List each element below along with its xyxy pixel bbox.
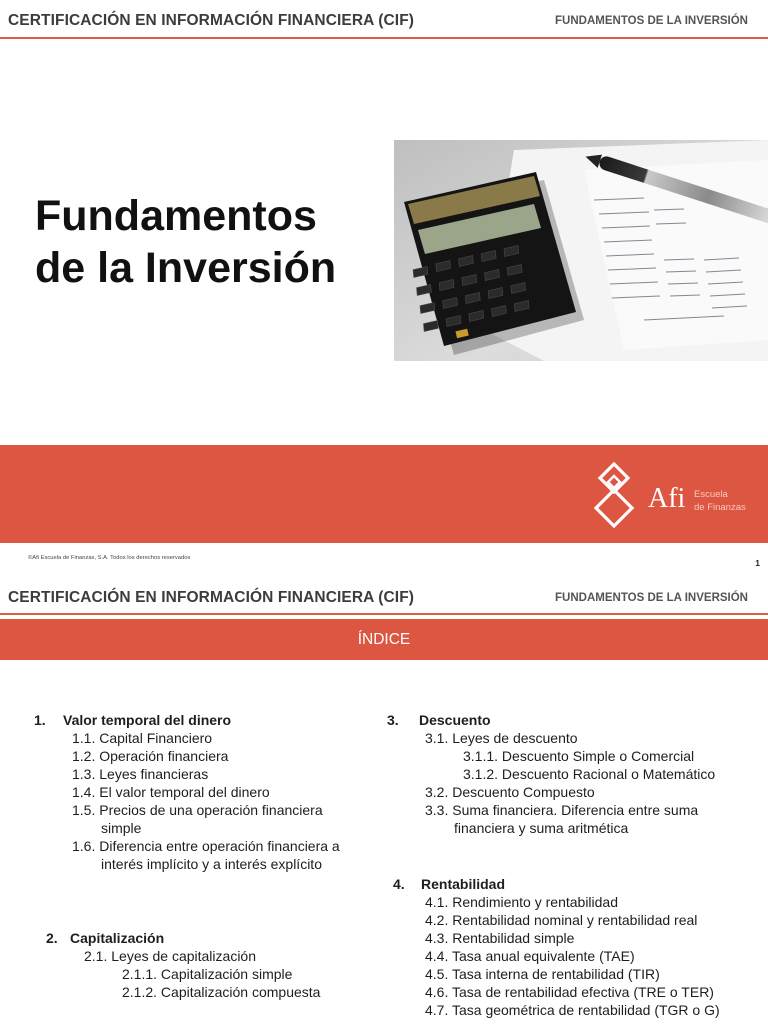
toc-item: 3.3. Suma financiera. Diferencia entre suma: [425, 802, 699, 818]
logo-sub-line-2: de Finanzas: [694, 501, 746, 513]
toc-item: 4.3. Rentabilidad simple: [425, 930, 575, 946]
toc-section-3: [387, 711, 767, 729]
index-slide: [0, 577, 768, 1024]
toc-section-2: [34, 929, 374, 947]
toc-item: 4.5. Tasa interna de rentabilidad (TIR): [425, 966, 660, 982]
toc-item: 4.1. Rendimiento y rentabilidad: [425, 894, 619, 910]
header-course-title: CERTIFICACIÓN EN INFORMACIÓN FINANCIERA (CIF): [8, 12, 415, 29]
toc-item: 1.6. Diferencia entre operación financiera a: [72, 838, 340, 854]
toc-item-continued: simple: [101, 820, 142, 836]
toc-section-number: 1.: [34, 712, 46, 728]
toc-item: 2.1. Leyes de capitalización: [84, 948, 256, 964]
toc-section-number: 3.: [387, 712, 399, 728]
toc-item: 1.1. Capital Financiero: [72, 730, 213, 746]
toc-section-4: [387, 875, 767, 893]
toc-item: 1.3. Leyes financieras: [72, 766, 209, 782]
toc-item: 4.2. Rentabilidad nominal y rentabilidad real: [425, 912, 698, 928]
toc-item: 4.4. Tasa anual equivalente (TAE): [425, 948, 635, 964]
toc-column-right: [387, 711, 767, 1019]
toc-item: 1.5. Precios de una operación financiera: [72, 802, 323, 818]
afi-logo-subtitle: [694, 489, 746, 515]
toc-item: 1.2. Operación financiera: [72, 748, 229, 764]
toc-section-title: Valor temporal del dinero: [63, 712, 232, 728]
cover-title-line-1: Fundamentos: [35, 192, 317, 240]
toc-subitem: 2.1.1. Capitalización simple: [122, 966, 293, 982]
toc-subitem: 3.1.1. Descuento Simple o Comercial: [463, 748, 695, 764]
logo-sub-line-1: Escuela: [694, 489, 728, 500]
cover-title: [35, 190, 336, 295]
cover-title-line-2: de la Inversión: [35, 244, 337, 293]
toc-subitem: 3.1.2. Descuento Racional o Matemático: [463, 766, 716, 782]
toc-column-left: [34, 711, 374, 1001]
toc-section-title: Capitalización: [70, 930, 165, 946]
toc-subitem: 2.1.2. Capitalización compuesta: [122, 984, 321, 1000]
afi-logo-wordmark: Afi: [648, 483, 686, 514]
toc-section-number: 4.: [393, 876, 405, 892]
toc-item: 1.4. El valor temporal del dinero: [72, 784, 270, 800]
header-module-title: FUNDAMENTOS DE LA INVERSIÓN: [555, 15, 748, 27]
toc-item: 4.7. Tasa geométrica de rentabilidad (TGR o G): [425, 1002, 720, 1018]
toc-item: 3.2. Descuento Compuesto: [425, 784, 595, 800]
toc-section-number: 2.: [46, 930, 58, 946]
toc-item: 4.6. Tasa de rentabilidad efectiva (TRE o TER): [425, 984, 714, 1000]
header-module-title: FUNDAMENTOS DE LA INVERSIÓN: [555, 592, 748, 604]
toc-item: 3.1. Leyes de descuento: [425, 730, 578, 746]
header-divider: [0, 613, 768, 615]
header-course-title: CERTIFICACIÓN EN INFORMACIÓN FINANCIERA (CIF): [8, 589, 415, 606]
calculator-photo: [394, 140, 768, 361]
index-title-bar: ÍNDICE: [0, 619, 768, 660]
toc-section-title: Rentabilidad: [421, 876, 506, 892]
header-divider: [0, 37, 768, 39]
toc-section-1: [34, 711, 374, 729]
toc-item-continued: financiera y suma aritmética: [454, 820, 629, 836]
copyright-notice: ©Afi Escuela de Finanzas, S.A. Todos los derechos reservados: [28, 555, 191, 561]
toc-section-title: Descuento: [419, 712, 491, 728]
toc-item-continued: interés implícito y a interés explícito: [101, 856, 322, 872]
page-number: 1: [755, 558, 760, 568]
